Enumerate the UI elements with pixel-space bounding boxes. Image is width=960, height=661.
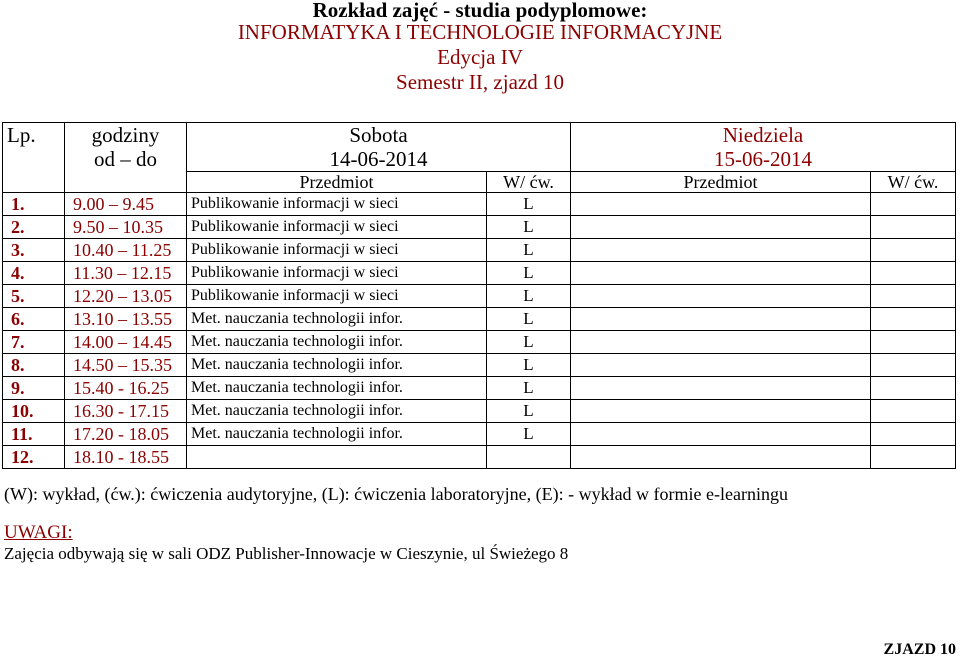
saturday-subject: Met. nauczania technologii infor. [187, 400, 487, 423]
saturday-form: L [487, 193, 571, 216]
sunday-subject [571, 423, 871, 446]
saturday-form: L [487, 377, 571, 400]
header-lp: Lp. [3, 123, 65, 193]
row-number: 12. [3, 446, 65, 469]
saturday-subject [187, 446, 487, 469]
saturday-subject: Publikowanie informacji w sieci [187, 216, 487, 239]
table-header-row [3, 123, 956, 172]
saturday-form: L [487, 239, 571, 262]
sunday-subject [571, 193, 871, 216]
saturday-form: L [487, 331, 571, 354]
table-row [3, 239, 956, 262]
row-number: 9. [3, 377, 65, 400]
sunday-form [871, 239, 956, 262]
sunday-subject [571, 216, 871, 239]
saturday-subject: Publikowanie informacji w sieci [187, 285, 487, 308]
row-time: 9.00 – 9.45 [65, 193, 187, 216]
row-time: 14.50 – 15.35 [65, 354, 187, 377]
sunday-form [871, 423, 956, 446]
sunday-subject [571, 446, 871, 469]
sunday-form [871, 216, 956, 239]
saturday-form: L [487, 423, 571, 446]
row-number: 1. [3, 193, 65, 216]
saturday-day: Sobota [349, 123, 408, 147]
saturday-form [487, 446, 571, 469]
sunday-subject [571, 377, 871, 400]
saturday-subject: Publikowanie informacji w sieci [187, 262, 487, 285]
sunday-form [871, 446, 956, 469]
sunday-subject [571, 331, 871, 354]
footer-label: ZJAZD 10 [883, 641, 956, 658]
saturday-subject: Met. nauczania technologii infor. [187, 377, 487, 400]
document-title: Rozkład zajęć - studia podyplomowe: [312, 0, 648, 22]
table-row [3, 285, 956, 308]
program-name: INFORMATYKA I TECHNOLOGIE INFORMACYJNE [237, 20, 723, 44]
notes-title: UWAGI: [4, 522, 73, 543]
sunday-form [871, 285, 956, 308]
row-time: 15.40 - 16.25 [65, 377, 187, 400]
saturday-subject: Met. nauczania technologii infor. [187, 308, 487, 331]
header-hours-line2: od – do [94, 147, 157, 171]
sunday-form [871, 262, 956, 285]
header-saturday [187, 123, 571, 172]
sunday-form [871, 377, 956, 400]
saturday-subject: Met. nauczania technologii infor. [187, 423, 487, 446]
row-number: 10. [3, 400, 65, 423]
sunday-subject-header: Przedmiot [571, 172, 871, 193]
saturday-subject: Publikowanie informacji w sieci [187, 193, 487, 216]
saturday-form: L [487, 285, 571, 308]
row-number: 2. [3, 216, 65, 239]
row-time: 13.10 – 13.55 [65, 308, 187, 331]
table-row [3, 354, 956, 377]
row-time: 16.30 - 17.15 [65, 400, 187, 423]
saturday-subject: Publikowanie informacji w sieci [187, 239, 487, 262]
table-row [3, 216, 956, 239]
saturday-date: 14-06-2014 [329, 147, 428, 171]
row-number: 3. [3, 239, 65, 262]
row-number: 8. [3, 354, 65, 377]
sunday-form [871, 400, 956, 423]
sunday-day: Niedziela [722, 123, 804, 147]
sunday-subject [571, 354, 871, 377]
legend: (W): wykład, (ćw.): ćwiczenia audytoryjne, (L): ćwiczenia laboratoryjne, (E): - wykład w formie e-learningu [4, 484, 788, 504]
saturday-form: L [487, 216, 571, 239]
table-row [3, 377, 956, 400]
table-row [3, 193, 956, 216]
row-time: 14.00 – 14.45 [65, 331, 187, 354]
saturday-form: L [487, 262, 571, 285]
header-sunday [571, 123, 956, 172]
row-time: 17.20 - 18.05 [65, 423, 187, 446]
saturday-subject: Met. nauczania technologii infor. [187, 331, 487, 354]
saturday-form: L [487, 308, 571, 331]
header-hours [65, 123, 187, 193]
table-row [3, 308, 956, 331]
sunday-subject [571, 262, 871, 285]
sunday-subject [571, 239, 871, 262]
row-number: 6. [3, 308, 65, 331]
saturday-form-header: W/ ćw. [487, 172, 571, 193]
sunday-form [871, 331, 956, 354]
table-row [3, 262, 956, 285]
table-row [3, 423, 956, 446]
saturday-form: L [487, 354, 571, 377]
row-number: 11. [3, 423, 65, 446]
row-time: 18.10 - 18.55 [65, 446, 187, 469]
sunday-form-header: W/ ćw. [871, 172, 956, 193]
sunday-form [871, 354, 956, 377]
header-hours-line1: godziny [91, 123, 160, 147]
sunday-subject [571, 285, 871, 308]
sunday-form [871, 193, 956, 216]
row-number: 5. [3, 285, 65, 308]
row-time: 9.50 – 10.35 [65, 216, 187, 239]
saturday-subject-header: Przedmiot [187, 172, 487, 193]
notes-text: Zajęcia odbywają się w sali ODZ Publisher-Innowacje w Cieszynie, ul Świeżego 8 [4, 544, 569, 563]
sunday-subject [571, 308, 871, 331]
row-time: 11.30 – 12.15 [65, 262, 187, 285]
row-number: 7. [3, 331, 65, 354]
sunday-subject [571, 400, 871, 423]
semester-info: Semestr II, zjazd 10 [396, 70, 564, 94]
saturday-subject: Met. nauczania technologii infor. [187, 354, 487, 377]
table-row [3, 400, 956, 423]
row-time: 10.40 – 11.25 [65, 239, 187, 262]
sunday-form [871, 308, 956, 331]
sunday-date: 15-06-2014 [714, 147, 812, 171]
schedule-table [2, 122, 956, 469]
edition: Edycja IV [437, 45, 523, 69]
row-time: 12.20 – 13.05 [65, 285, 187, 308]
saturday-form: L [487, 400, 571, 423]
table-row [3, 331, 956, 354]
row-number: 4. [3, 262, 65, 285]
table-row [3, 446, 956, 469]
